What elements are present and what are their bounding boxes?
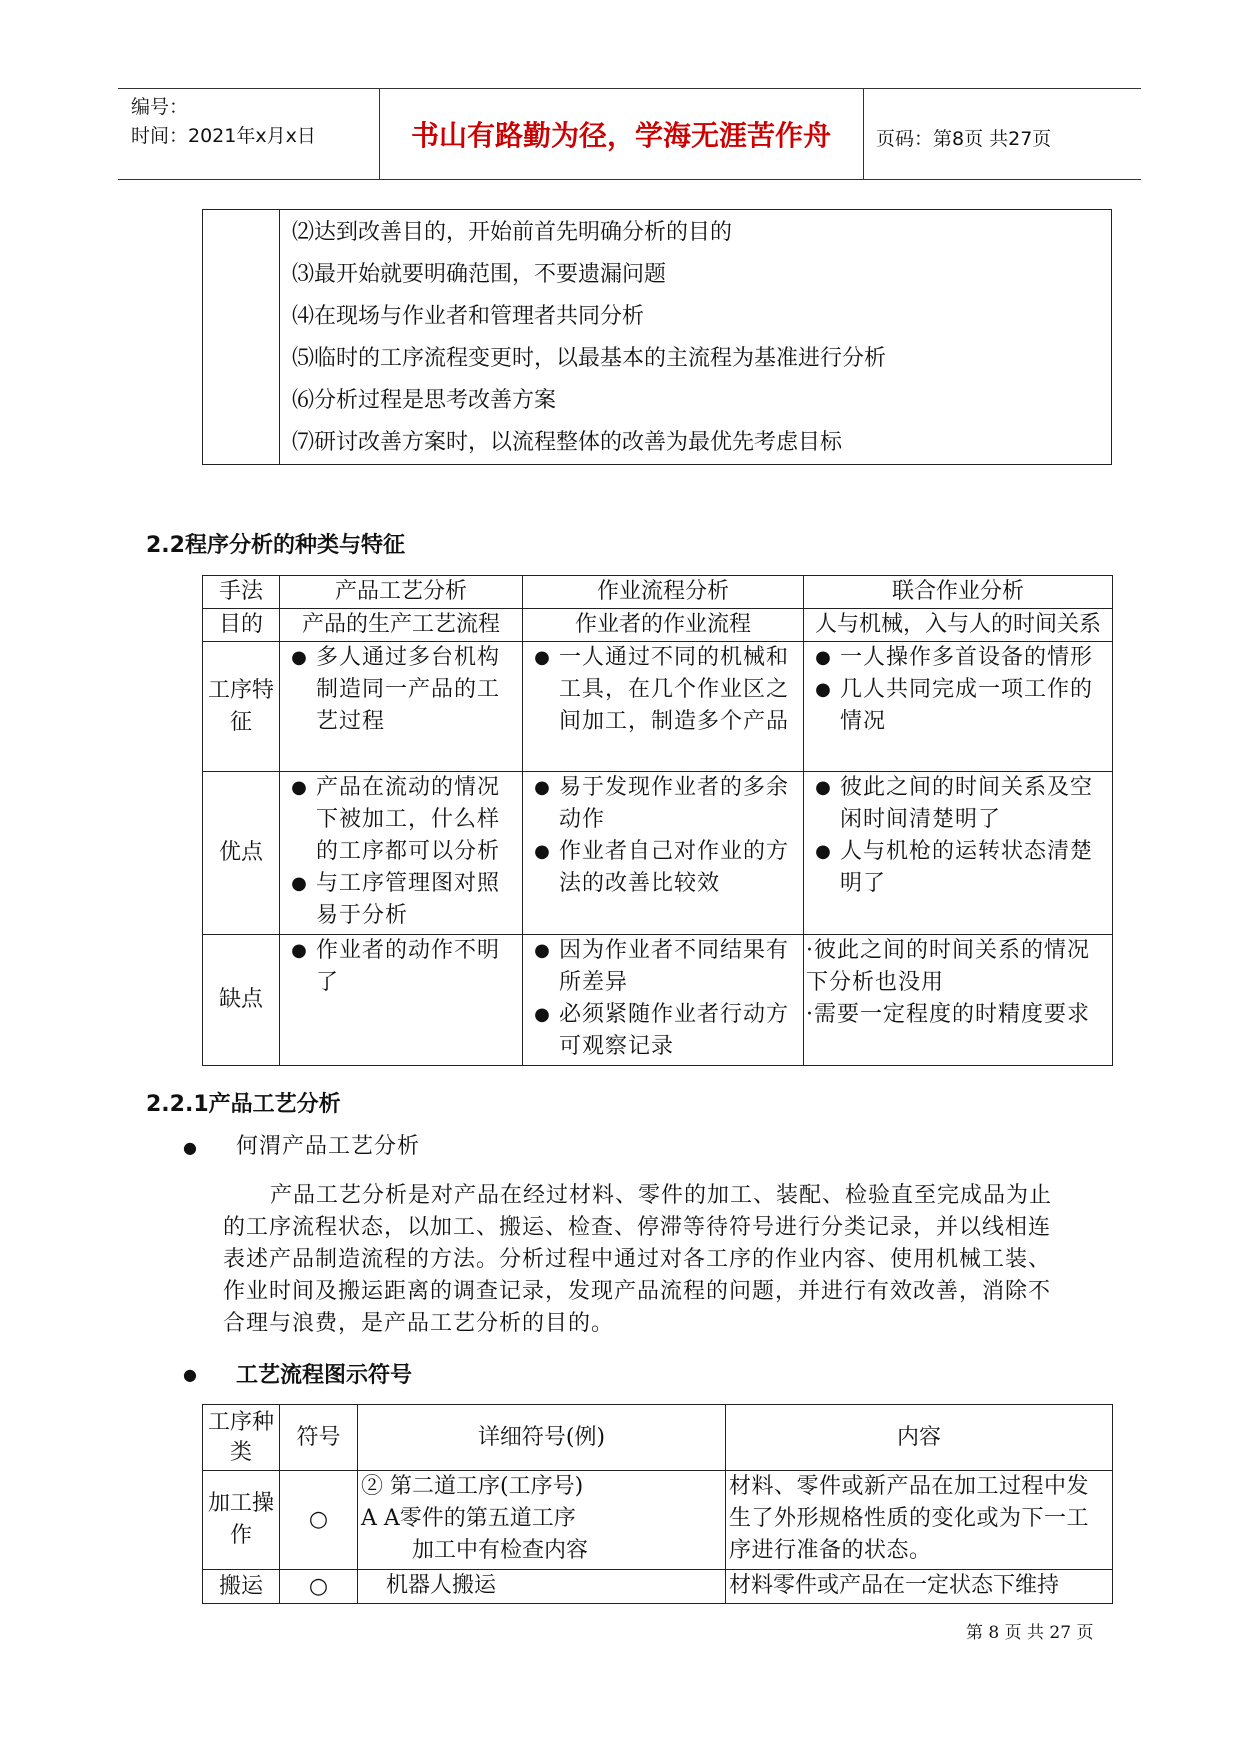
- features-cell: [523, 642, 804, 772]
- features-label: 工序特征: [203, 642, 280, 772]
- bullet-icon: ●: [534, 647, 550, 668]
- symbol-cell: ○: [280, 1471, 358, 1570]
- symbol-table: [202, 1404, 1113, 1604]
- bullet-icon: ●: [815, 647, 831, 668]
- purpose-cell: 作业者的作业流程: [523, 609, 804, 642]
- purpose-row: [203, 609, 1113, 642]
- disadvantages-text: 作业者的动作不明了: [316, 938, 501, 995]
- bullet-icon: ●: [291, 777, 307, 798]
- advantages-row: [203, 772, 1113, 935]
- method-header-row: [203, 576, 1113, 609]
- header-motto: 书山有路勤为径，学海无涯苦作舟: [410, 119, 831, 152]
- disadvantages-label: 缺点: [203, 935, 280, 1066]
- header-number-label: 编号：: [131, 96, 189, 118]
- advantages-text: 彼此之间的时间关系及空闲时间清楚明了: [840, 775, 1094, 832]
- detail-line: 机器人搬运: [386, 1573, 497, 1598]
- advantages-label: 优点: [203, 772, 280, 935]
- advantages-cell: [523, 772, 804, 935]
- disadvantages-text: ·彼此之间的时间关系的情况下分析也没用: [806, 938, 1090, 995]
- bullet-icon: ●: [815, 679, 831, 700]
- symbols-heading: 工艺流程图示符号: [236, 1363, 413, 1388]
- method-comparison-table: [202, 575, 1113, 1066]
- symbol-row: [203, 1471, 1113, 1570]
- what-is-heading: 何渭产品工艺分析: [236, 1134, 421, 1159]
- paragraph-line: 产品工艺分析是对产品在经过材料、零件的加工、装配、检验直至完成品为止: [270, 1183, 1053, 1208]
- bullet-icon: ●: [291, 940, 307, 961]
- features-cell: [280, 642, 523, 772]
- symbol-header-row: [203, 1405, 1113, 1471]
- advantages-text: 产品在流动的情况下被加工，什么样的工序都可以分析: [316, 775, 501, 864]
- detail-cell: [358, 1471, 726, 1570]
- paragraph-line: 的工序流程状态，以加工、搬运、检查、停滞等待符号进行分类记录，并以线相连: [223, 1215, 1052, 1240]
- bullet-icon: ●: [534, 777, 550, 798]
- section-heading-2-2: 2.2程序分析的种类与特征: [146, 533, 405, 558]
- header-cell: 内容: [726, 1405, 1113, 1471]
- detail-line: ② 第二道工序(工序号): [361, 1474, 584, 1499]
- header-cell: 符号: [280, 1405, 358, 1471]
- header-top-rule: [118, 88, 1141, 89]
- purpose-label: 目的: [203, 609, 280, 642]
- header-bottom-rule: [118, 179, 1141, 180]
- features-cell: [804, 642, 1113, 772]
- disadvantages-text: 因为作业者不同结果有所差异: [559, 938, 790, 995]
- header-cell: 产品工艺分析: [280, 576, 523, 609]
- header-cell: 手法: [203, 576, 280, 609]
- features-text: 多人通过多台机构制造同一产品的工艺过程: [316, 645, 501, 734]
- symbol-row: [203, 1570, 1113, 1604]
- detail-line: 加工中有检查内容: [412, 1538, 589, 1563]
- advantages-text: 易于发现作业者的多余动作: [559, 775, 790, 832]
- section-heading-2-2-1: 2.2.1产品工艺分析: [146, 1092, 341, 1117]
- symbol-cell: ○: [280, 1570, 358, 1604]
- disadvantages-text: 必须紧随作业者行动方可观察记录: [559, 1002, 790, 1059]
- header-cell: 作业流程分析: [523, 576, 804, 609]
- advantages-text: 作业者自己对作业的方法的改善比较效: [559, 839, 790, 896]
- principle-item: ⑹分析过程是思考改善方案: [292, 388, 557, 413]
- bullet-icon: ●: [534, 1004, 550, 1025]
- bullet-icon: ●: [291, 873, 307, 894]
- purpose-cell: 产品的生产工艺流程: [280, 609, 523, 642]
- bullet-icon: ●: [534, 940, 550, 961]
- header-cell: 联合作业分析: [804, 576, 1113, 609]
- header-page-label: 页码：第8页 共27页: [876, 128, 1052, 150]
- principle-item: ⑺研讨改善方案时，以流程整体的改善为最优先考虑目标: [292, 430, 843, 455]
- bullet-icon: ●: [183, 1138, 197, 1157]
- kind-cell: 加工操作: [203, 1471, 280, 1570]
- advantages-cell: [804, 772, 1113, 935]
- advantages-text: 与工序管理图对照易于分析: [316, 871, 501, 928]
- bullet-icon: ●: [815, 841, 831, 862]
- content-cell: 材料、零件或新产品在加工过程中发生了外形规格性质的变化或为下一工序进行准备的状态。: [726, 1471, 1113, 1570]
- header-cell: 详细符号(例): [358, 1405, 726, 1471]
- bullet-icon: ●: [291, 647, 307, 668]
- features-text: 几人共同完成一项工作的情况: [840, 677, 1094, 734]
- bullet-icon: ●: [183, 1365, 197, 1384]
- detail-line: A A零件的第五道工序: [361, 1506, 576, 1531]
- principle-item: ⑵达到改善目的，开始前首先明确分析的目的: [292, 220, 733, 245]
- features-text: 一人操作多首设备的情形: [840, 645, 1094, 670]
- principle-item: ⑶最开始就要明确范围，不要遗漏问题: [292, 262, 667, 287]
- paragraph-line: 作业时间及搬运距离的调查记录，发现产品流程的问题，并进行有效改善，消除不: [223, 1279, 1052, 1304]
- bullet-icon: ●: [534, 841, 550, 862]
- kind-cell: 搬运: [203, 1570, 280, 1604]
- paragraph-line: 合理与浪费，是产品工艺分析的目的。: [223, 1311, 615, 1336]
- principles-label-cell: [203, 210, 280, 465]
- principle-item: ⑸临时的工序流程变更时，以最基本的主流程为基准进行分析: [292, 346, 887, 371]
- header-divider-right: [863, 88, 864, 179]
- page-footer: 第 8 页 共 27 页: [966, 1623, 1094, 1643]
- bullet-icon: ●: [815, 777, 831, 798]
- detail-cell: [358, 1570, 726, 1604]
- features-text: 一人通过不同的机械和工具，在几个作业区之间加工，制造多个产品: [559, 645, 790, 734]
- disadvantages-row: [203, 935, 1113, 1066]
- content-cell: 材料零件或产品在一定状态下维持: [726, 1570, 1113, 1604]
- purpose-cell: 人与机械，入与人的时间关系: [804, 609, 1113, 642]
- principles-list-cell: [280, 210, 1112, 465]
- paragraph-line: 表述产品制造流程的方法。分析过程中通过对各工序的作业内容、使用机械工装、: [223, 1247, 1052, 1272]
- disadvantages-cell: [280, 935, 523, 1066]
- disadvantages-cell: [523, 935, 804, 1066]
- advantages-cell: [280, 772, 523, 935]
- header-date-label: 时间：2021年x月x日: [131, 125, 316, 147]
- features-row: [203, 642, 1113, 772]
- header-cell: 工序种类: [203, 1405, 280, 1471]
- disadvantages-text: ·需要一定程度的时精度要求: [806, 1002, 1090, 1027]
- principles-table: [202, 209, 1112, 465]
- disadvantages-cell: [804, 935, 1113, 1066]
- advantages-text: 人与机枪的运转状态清楚明了: [840, 839, 1094, 896]
- principle-item: ⑷在现场与作业者和管理者共同分析: [292, 304, 645, 329]
